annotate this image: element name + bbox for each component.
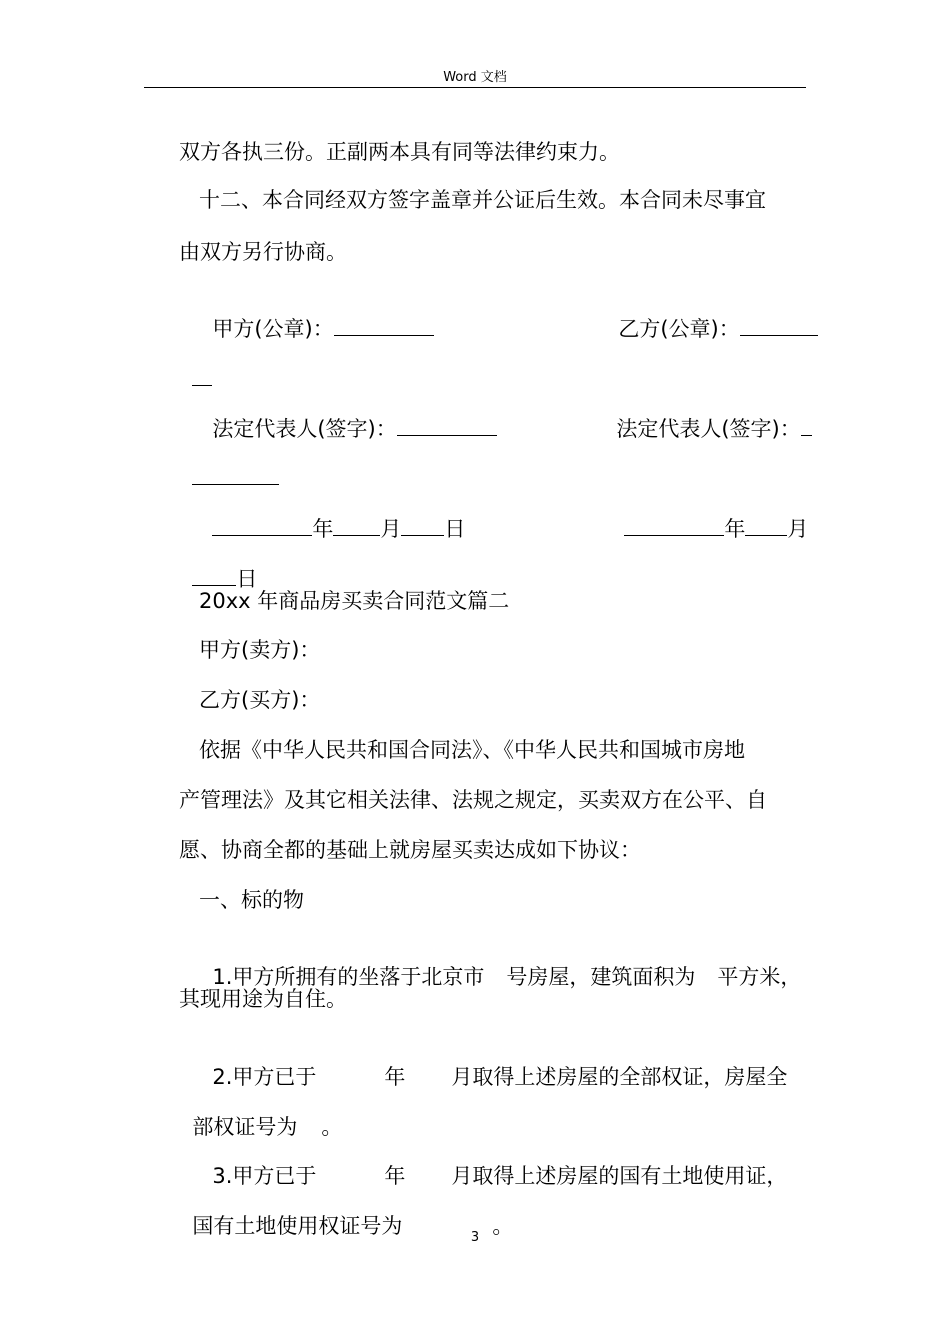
paragraph-line: 双方各执三份。正副两本具有同等法律约束力。 [179,140,620,164]
date-a-line [199,487,465,543]
day-label: 日 [236,567,258,591]
rep-a-label: 法定代表人(签字)： [212,417,397,441]
day-a-blank [401,515,444,536]
date-b-line [611,487,808,543]
item-two-part-c: 月取得上述房屋的全部权证，房屋全 [451,1065,788,1089]
clause-twelve: 十二、本合同经双方签字盖章并公证后生效。本合同未尽事宜 [199,188,766,212]
item-two-continuation [179,1085,342,1141]
year-label: 年 [724,517,746,541]
paragraph-line: 依据《中华人民共和国合同法》、《中华人民共和国城市房地 [199,738,745,762]
blank-continuation [179,436,279,492]
rep-b-blank-cont [192,464,279,485]
header-divider [144,87,806,88]
item-two-line [199,1035,787,1091]
section-heading: 一、标的物 [199,888,304,912]
item-two-part-b: 年 [384,1065,406,1089]
rep-b-blank [801,415,812,436]
item-three-part-c: 月取得上述房屋的国有土地使用证， [451,1164,788,1188]
rep-a-blank [397,415,497,436]
date-b-continuation [179,537,257,593]
party-b-seal-blank-cont [192,365,212,386]
item-two-part-a: 2.甲方已于 [212,1065,317,1089]
item-three-part-b: 年 [384,1164,406,1188]
year-b-blank [624,515,724,536]
month-label: 月 [787,517,809,541]
section-title: 20xx 年商品房买卖合同范文篇二 [199,589,510,613]
month-a-blank [333,515,380,536]
year-a-blank [212,515,312,536]
blank-continuation [179,337,212,393]
paragraph-line: 产管理法》及其它相关法律、法规之规定，买卖双方在公平、自 [179,788,767,812]
item-two-cert-label: 部权证号为 [192,1115,298,1139]
party-b-seal-blank [740,315,818,336]
page-number: 3 [470,1230,480,1245]
item-three-line [199,1134,787,1190]
page-header: Word 文档 [443,70,507,85]
item-one-part-a: 1.甲方所拥有的坐落于北京市 [212,965,485,989]
item-one-line [199,935,801,991]
year-label: 年 [312,517,334,541]
rep-a-line [199,387,497,443]
paragraph-line: 愿、协商全都的基础上就房屋买卖达成如下协议： [179,838,641,862]
paragraph-line: 其现用途为自住。 [179,987,347,1011]
party-b-seal-line [605,287,818,343]
rep-b-label: 法定代表人(签字)： [616,417,801,441]
item-one-part-b: 号房屋，建筑面积为 [506,965,696,989]
party-a-seal-blank [334,315,434,336]
month-label: 月 [380,517,402,541]
item-three-part-a: 3.甲方已于 [212,1164,317,1188]
party-a-seal-label: 甲方(公章)： [212,317,334,341]
paragraph-line: 由双方另行协商。 [179,240,347,264]
seller-line: 甲方(卖方)： [199,638,321,662]
buyer-line: 乙方(买方)： [199,688,321,712]
party-b-seal-label: 乙方(公章)： [618,317,740,341]
period: 。 [492,1214,514,1238]
period: 。 [321,1115,343,1139]
day-label: 日 [444,517,466,541]
month-b-blank [745,515,787,536]
party-a-seal-line [199,287,434,343]
item-one-part-c: 平方米， [717,965,802,989]
day-b-blank [192,565,236,586]
rep-b-line [603,387,812,443]
item-three-cert-label: 国有土地使用权证号为 [192,1214,403,1238]
